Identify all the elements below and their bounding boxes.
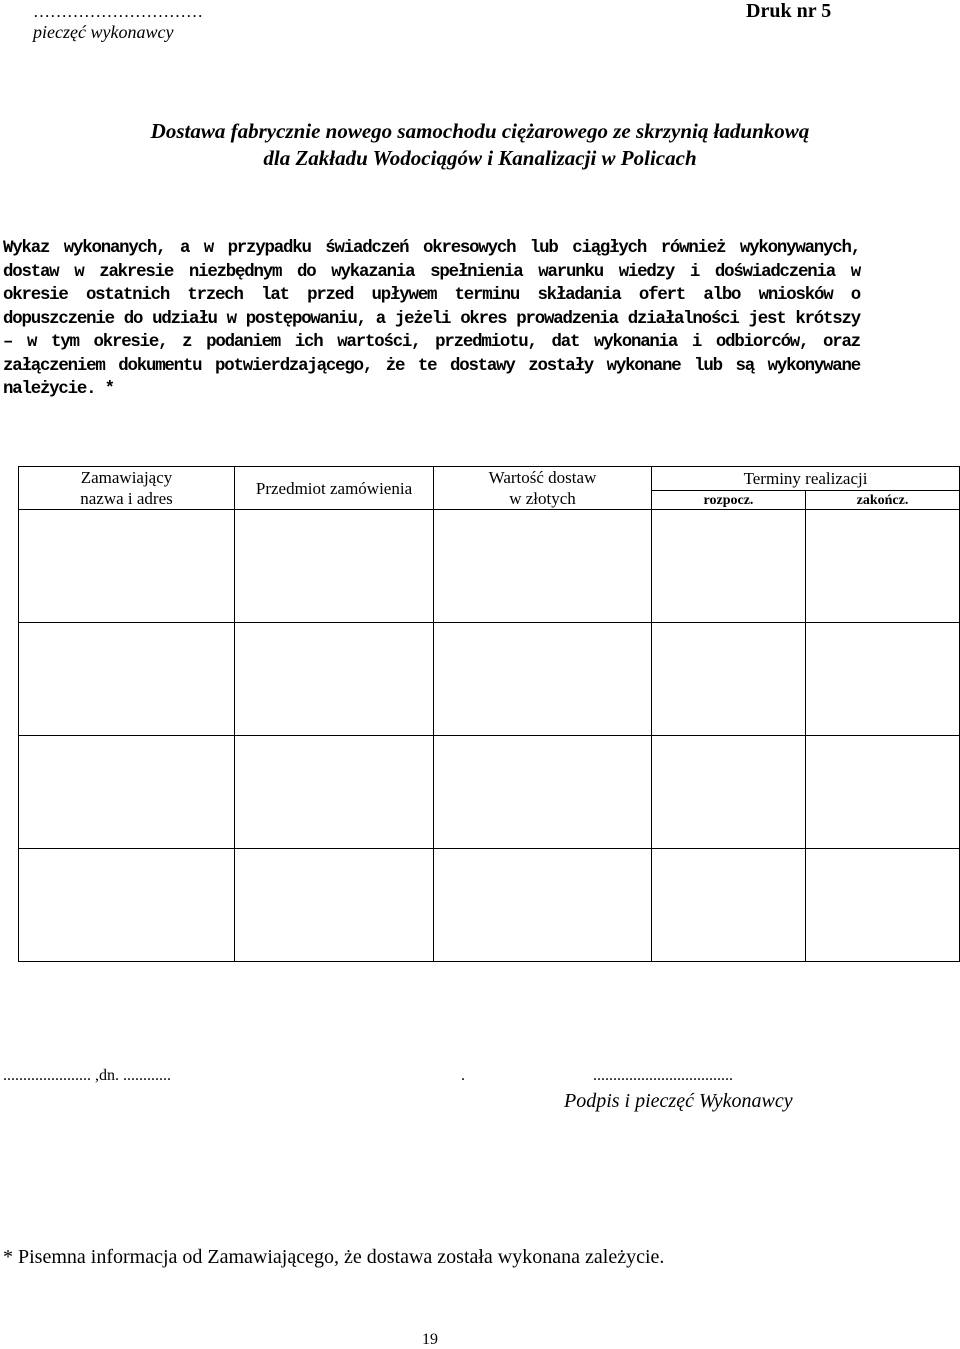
place-date-field: ...................... ,dn. ............ <box>3 1067 171 1084</box>
header-client-line2: nazwa i adres <box>80 489 173 508</box>
header-end: zakończ. <box>806 491 960 510</box>
table-row <box>19 510 960 623</box>
table-cell[interactable] <box>652 736 806 849</box>
table-cell[interactable] <box>652 623 806 736</box>
document-title <box>0 118 960 172</box>
signature-line: ................................... <box>593 1067 733 1084</box>
header-value-line2: w złotych <box>509 489 576 508</box>
table-cell[interactable] <box>235 510 434 623</box>
stamp-label: pieczęć wykonawcy <box>33 22 174 42</box>
header-start: rozpocz. <box>652 491 806 510</box>
table-cell[interactable] <box>652 849 806 962</box>
table-cell[interactable] <box>235 623 434 736</box>
table-cell[interactable] <box>434 510 652 623</box>
table-cell[interactable] <box>806 736 960 849</box>
form-number: Druk nr 5 <box>746 0 832 22</box>
table-cell[interactable] <box>434 849 652 962</box>
table-row <box>19 736 960 849</box>
table-row <box>19 623 960 736</box>
body-paragraph: Wykaz wykonanych, a w przypadku świadczeń okresowych lub ciągłych również wykonywanych, dostaw w zakresie niezbędnym do wykazania spełnienia warunku wiedzy i doświadczenia w okresie ostatnich trzech lat przed upływem terminu składania ofert albo wniosków o dopuszczenie do udziału w postępowaniu, a jeżeli okres prowadzenia działalności jest krótszy – w tym okresie, z podaniem ich wartości, przedmiotu, dat wykonania i odbiorców, oraz załączeniem dokumentu potwierdzającego, że te dostawy zostały wykonane lub są wykonywane należycie. * <box>3 239 860 399</box>
table-cell[interactable] <box>235 849 434 962</box>
table-cell[interactable] <box>19 623 235 736</box>
stamp-placeholder: ………………………… <box>33 2 203 21</box>
table-cell[interactable] <box>19 510 235 623</box>
deliveries-table <box>18 466 960 962</box>
header-client-line1: Zamawiający <box>80 468 173 487</box>
header-subject: Przedmiot zamówienia <box>235 467 434 510</box>
page-number: 19 <box>422 1331 438 1348</box>
title-line-1: Dostawa fabrycznie nowego samochodu ciężarowego ze skrzynią ładunkową <box>150 119 810 143</box>
table-cell[interactable] <box>19 736 235 849</box>
title-line-2: dla Zakładu Wodociągów i Kanalizacji w Policach <box>263 146 697 170</box>
table-cell[interactable] <box>19 849 235 962</box>
header-client <box>19 467 235 510</box>
footnote: * Pisemna informacja od Zamawiającego, że dostawa została wykonana zależycie. <box>3 1246 665 1268</box>
table-cell[interactable] <box>434 736 652 849</box>
table-cell[interactable] <box>434 623 652 736</box>
table-cell[interactable] <box>806 849 960 962</box>
signature-label: Podpis i pieczęć Wykonawcy <box>564 1090 793 1112</box>
table-row <box>19 849 960 962</box>
table-cell[interactable] <box>235 736 434 849</box>
separator-dot: . <box>461 1067 465 1084</box>
table-cell[interactable] <box>652 510 806 623</box>
header-dates: Terminy realizacji <box>652 467 960 491</box>
header-value-line1: Wartość dostaw <box>488 468 597 487</box>
header-value <box>434 467 652 510</box>
table-cell[interactable] <box>806 623 960 736</box>
table-cell[interactable] <box>806 510 960 623</box>
